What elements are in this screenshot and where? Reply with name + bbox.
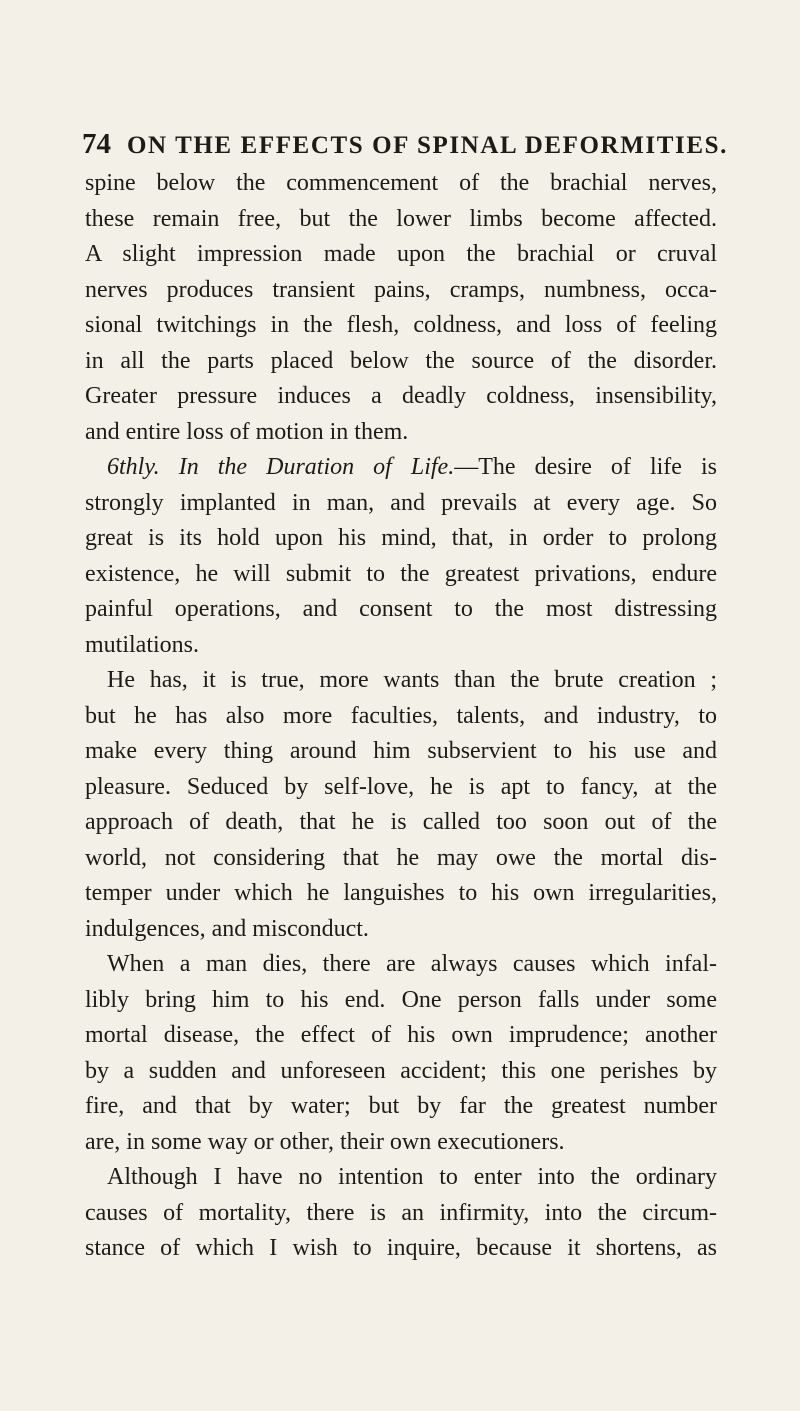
text-line: make every thing around him subservient to his use and bbox=[85, 738, 717, 764]
text-line: causes of mortality, there is an infirmity, into the circum- bbox=[85, 1199, 717, 1226]
text-line: stance of which I wish to inquire, because it shortens, as bbox=[85, 1235, 717, 1261]
text-line: He has, it is true, more wants than the brute creation ; bbox=[107, 667, 717, 693]
text-line: approach of death, that he is called too soon out of the bbox=[85, 809, 717, 835]
text-line: by a sudden and unforeseen accident; this one perishes by bbox=[85, 1057, 717, 1084]
text-line: libly bring him to his end. One person falls under some bbox=[85, 986, 717, 1013]
text-line: Greater pressure induces a deadly coldness, insensibility, bbox=[85, 383, 717, 409]
text-line: When a man dies, there are always causes which infal- bbox=[107, 951, 717, 977]
running-head bbox=[82, 128, 732, 164]
text-line: world, not considering that he may owe the mortal dis- bbox=[85, 844, 717, 871]
text-line: painful operations, and consent to the most distressing bbox=[85, 596, 717, 622]
running-title: ON THE EFFECTS OF SPINAL DEFORMITIES. bbox=[127, 132, 728, 159]
section-heading-line bbox=[85, 450, 717, 486]
text-line: mutilations. bbox=[85, 631, 199, 658]
page-number: 74 bbox=[82, 128, 111, 160]
text-line: these remain free, but the lower limbs become affected. bbox=[85, 205, 717, 232]
text-line: strongly implanted in man, and prevails at every age. So bbox=[85, 489, 717, 516]
text-line: great is its hold upon his mind, that, in order to prolong bbox=[85, 525, 717, 551]
text-line: spine below the commencement of the brachial nerves, bbox=[85, 170, 717, 196]
text-line: Although I have no intention to enter into the ordinary bbox=[107, 1164, 717, 1190]
text-line: temper under which he languishes to his own irregularities, bbox=[85, 880, 717, 906]
text-line: sional twitchings in the flesh, coldness, and loss of feeling bbox=[85, 312, 717, 338]
text-line: are, in some way or other, their own executioners. bbox=[85, 1128, 565, 1155]
text-line: A slight impression made upon the brachial or cruval bbox=[85, 241, 717, 267]
text-line: existence, he will submit to the greatest privations, endure bbox=[85, 560, 717, 587]
text-line: mortal disease, the effect of his own imprudence; another bbox=[85, 1022, 717, 1048]
text-line: but he has also more faculties, talents, and industry, to bbox=[85, 702, 717, 729]
text-line: and entire loss of motion in them. bbox=[85, 418, 409, 445]
text-line: indulgences, and misconduct. bbox=[85, 915, 369, 942]
body-text bbox=[85, 166, 717, 1267]
section-heading-continuation: —The desire of life is bbox=[454, 454, 717, 480]
text-line: nerves produces transient pains, cramps, numbness, occa- bbox=[85, 276, 717, 303]
text-line: pleasure. Seduced by self-love, he is apt to fancy, at the bbox=[85, 773, 717, 800]
text-line: fire, and that by water; but by far the greatest number bbox=[85, 1093, 717, 1119]
section-heading: 6thly. In the Duration of Life. bbox=[107, 454, 455, 480]
text-line: in all the parts placed below the source of the disorder. bbox=[85, 347, 717, 374]
